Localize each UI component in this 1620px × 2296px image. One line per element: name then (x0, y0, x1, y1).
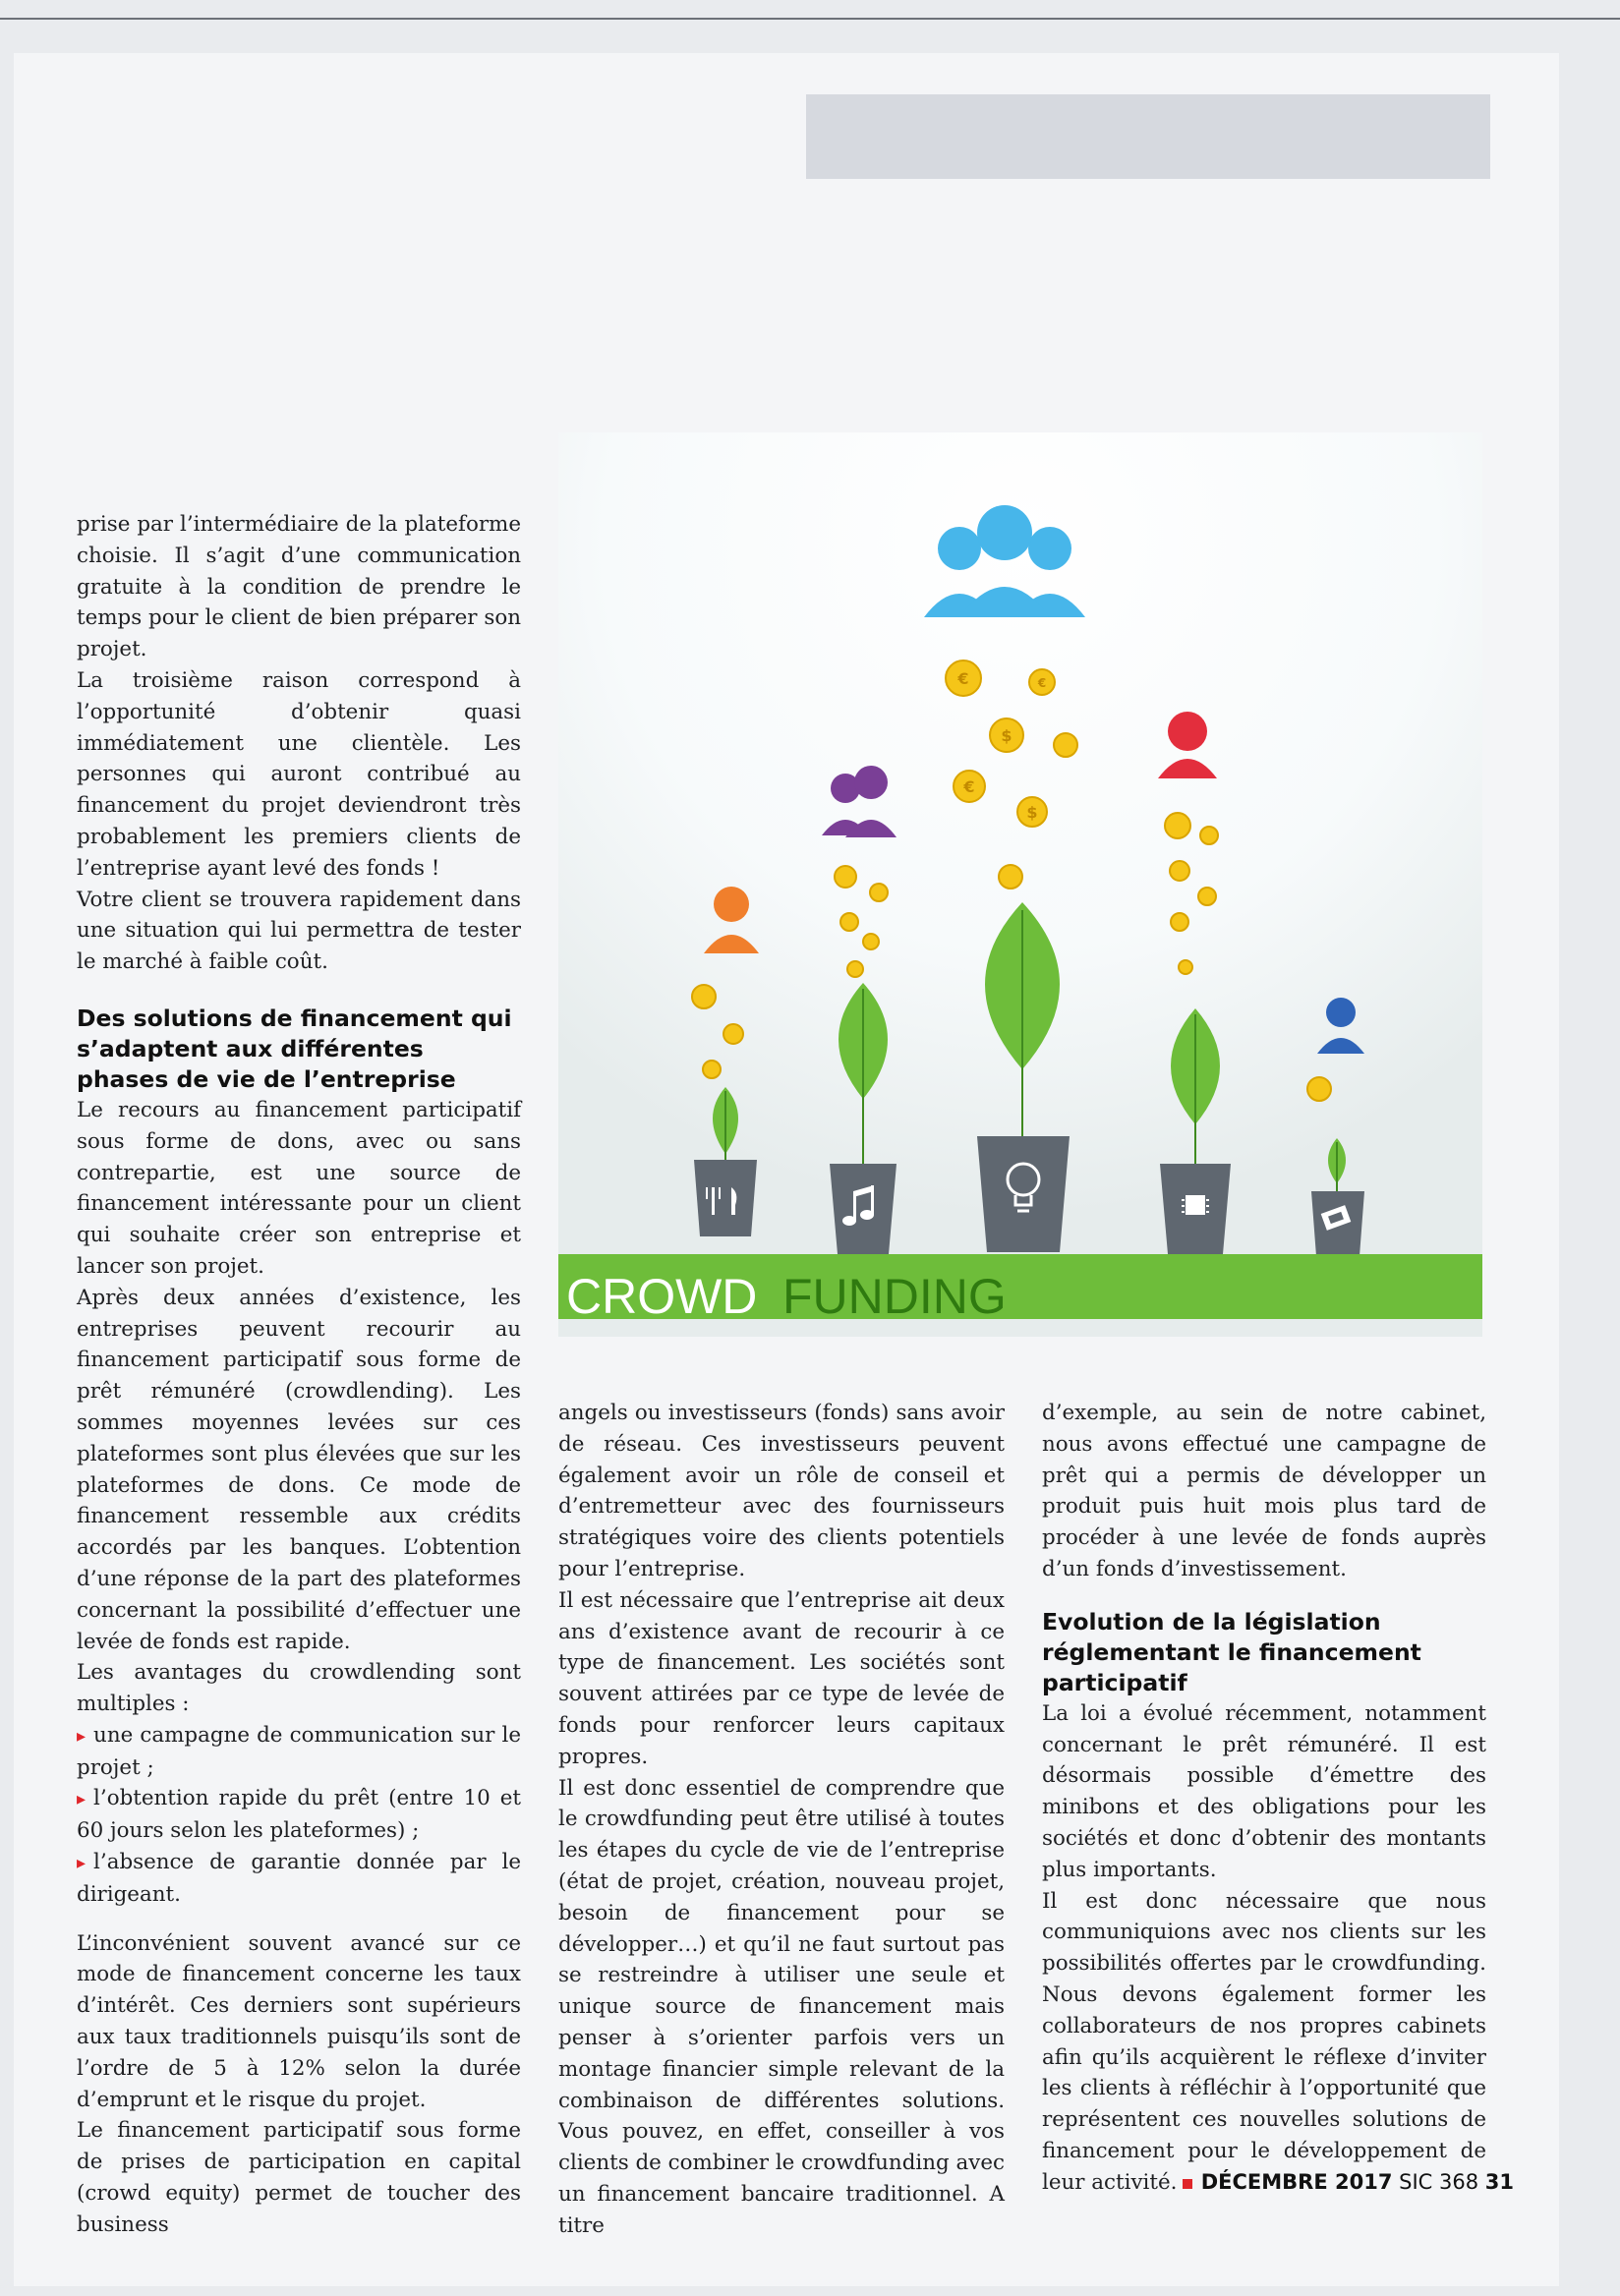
col3-heading: Evolution de la législation réglementant le financement participatif (1042, 1607, 1421, 1696)
col3-paragraph-2: La loi a évolué récemment, notamment concernant le prêt rémunéré. Il est désormais possible d’émettre des minibons et des obligations pour les sociétés et donc d’obtenir des montants plus importants. (1042, 1700, 1486, 1882)
svg-text:€: € (1037, 676, 1047, 690)
col1-paragraph-7: L’inconvénient souvent avancé sur ce mode de financement concerne les taux d’intérêt. Ces derniers sont supérieurs aux taux traditionnels puisqu’ils sont de l’ordre de 5 à 12% selon la durée d’emprunt et le risque du projet. (77, 1930, 521, 2112)
svg-text:$: $ (1026, 803, 1038, 822)
column-1 (77, 509, 521, 2241)
label-funding: FUNDING (782, 1269, 1007, 1324)
bullet-text: une campagne de communication sur le projet ; (77, 1722, 521, 1780)
col1-paragraph-3: Votre client se trouvera rapidement dans une situation qui lui permettra de tester le marché à faible coût. (77, 887, 521, 975)
col2-paragraph-3: Il est donc essentiel de comprendre que le crowdfunding peut être utilisé à toutes les étapes du cycle de vie de l’entreprise (état de projet, création, nouveau projet, besoin de financement pour se développer…) et qu’il ne faut surtout pas se restreindre à utiliser une seule et unique source de financement mais penser à s’orienter parfois vers un montage financier simple relevant de la combinaison de différentes solutions. Vous pouvez, en effet, conseiller à vos clients de combiner le crowdfunding avec un financement bancaire traditionnel. A titre (558, 1775, 1005, 2238)
top-rule (0, 18, 1620, 20)
svg-text:$: $ (1001, 726, 1012, 745)
col1-paragraph-6: Les avantages du crowdlending sont multiples : (77, 1660, 521, 1717)
spacer (77, 978, 521, 1004)
spacer (1042, 1585, 1486, 1607)
page-footer (1201, 2170, 1514, 2194)
svg-text:€: € (963, 777, 975, 796)
footer-date: DÉCEMBRE 2017 (1200, 2170, 1393, 2194)
col3-paragraph-1: d’exemple, au sein de notre cabinet, nous avons effectué une campagne de prêt qui a permis de développer un produit puis huit mois plus tard de procéder à une levée de fonds auprès d’un fonds d’investissement. (1042, 1401, 1486, 1581)
col1-paragraph-5: Après deux années d’existence, les entreprises peuvent recourir au financement participatif sous forme de prêt rémunéré (crowdlending). Les sommes moyennes levées sur ces plateformes sont plus élevées que sur les plateformes de dons. Ce mode de financement ressemble aux crédits accordés par les banques. L’obtention d’une réponse de la part des plateformes concernant la possibilité d’effectuer une levée de fonds est rapide. (77, 1285, 521, 1654)
bullet-text: l’obtention rapide du prêt (entre 10 et 60 jours selon les plateformes) ; (77, 1786, 521, 1844)
col2-paragraph-1: angels ou investisseurs (fonds) sans avoir de réseau. Ces investisseurs peuvent également avoir un rôle de conseil et d’entremetteur avec des fournisseurs stratégiques voire des clients potentiels pour l’entreprise. (558, 1401, 1005, 1581)
microchip-icon (1182, 1195, 1209, 1215)
label-crowd: CROWD (566, 1269, 758, 1324)
col3-paragraph-3 (1042, 1886, 1486, 2199)
show-through-band (806, 94, 1490, 179)
col1-paragraph-2: La troisième raison correspond à l’opportunité d’obtenir quasi immédiatement une clientèle. Les personnes qui auront contribué au financement du projet deviendront très probablement les premiers clients de l’entreprise ayant levé des fonds ! (77, 667, 521, 881)
bullet-item (77, 1847, 521, 1911)
col3-paragraph-3-text: Il est donc nécessaire que nous communiquions avec nos clients sur les possibilités offertes par le crowdfunding. Nous devons également former les collaborateurs de nos propres cabinets afin qu’ils acquièrent le réflexe d’inviter les clients à réfléchir à l’opportunité que représentent ces nouvelles solutions de financement pour le développement de leur activité. (1042, 1888, 1486, 2195)
svg-text:€: € (957, 669, 969, 688)
col2-paragraph-2: Il est nécessaire que l’entreprise ait deux ans d’existence avant de recourir à ce type de financement. Les sociétés sont souvent attirées par ce type de levée de fonds pour renforcer leurs capitaux propres. (558, 1587, 1005, 1769)
col1-paragraph-4: Le recours au financement participatif sous forme de dons, avec ou sans contrepartie, est une source de financement intéressante pour un client qui souhaite créer son entreprise et lancer son projet. (77, 1097, 521, 1279)
col1-paragraph-8: Le financement participatif sous forme de prises de participation en capital (crowd equity) permet de toucher des business (77, 2118, 521, 2237)
crowdfunding-illustration (558, 432, 1482, 1337)
column-3 (1042, 1398, 1486, 2199)
end-of-article-icon (1183, 2179, 1192, 2189)
col1-paragraph-1: prise par l’intermédiaire de la plateforme choisie. Il s’agit d’une communication gratuite à la condition de prendre le temps pour le client de bien préparer son projet. (77, 512, 521, 662)
bullet-item (77, 1720, 521, 1784)
footer-page-number: 31 (1484, 2170, 1514, 2194)
col1-heading: Des solutions de financement qui s’adaptent aux différentes phases de vie de l’entreprise (77, 1004, 512, 1093)
spacer (77, 1911, 521, 1928)
bullet-item (77, 1783, 521, 1847)
bullet-text: l’absence de garantie donnée par le dirigeant. (77, 1850, 521, 1907)
footer-issue: SIC 368 (1399, 2170, 1479, 2194)
column-2 (558, 1398, 1005, 2242)
